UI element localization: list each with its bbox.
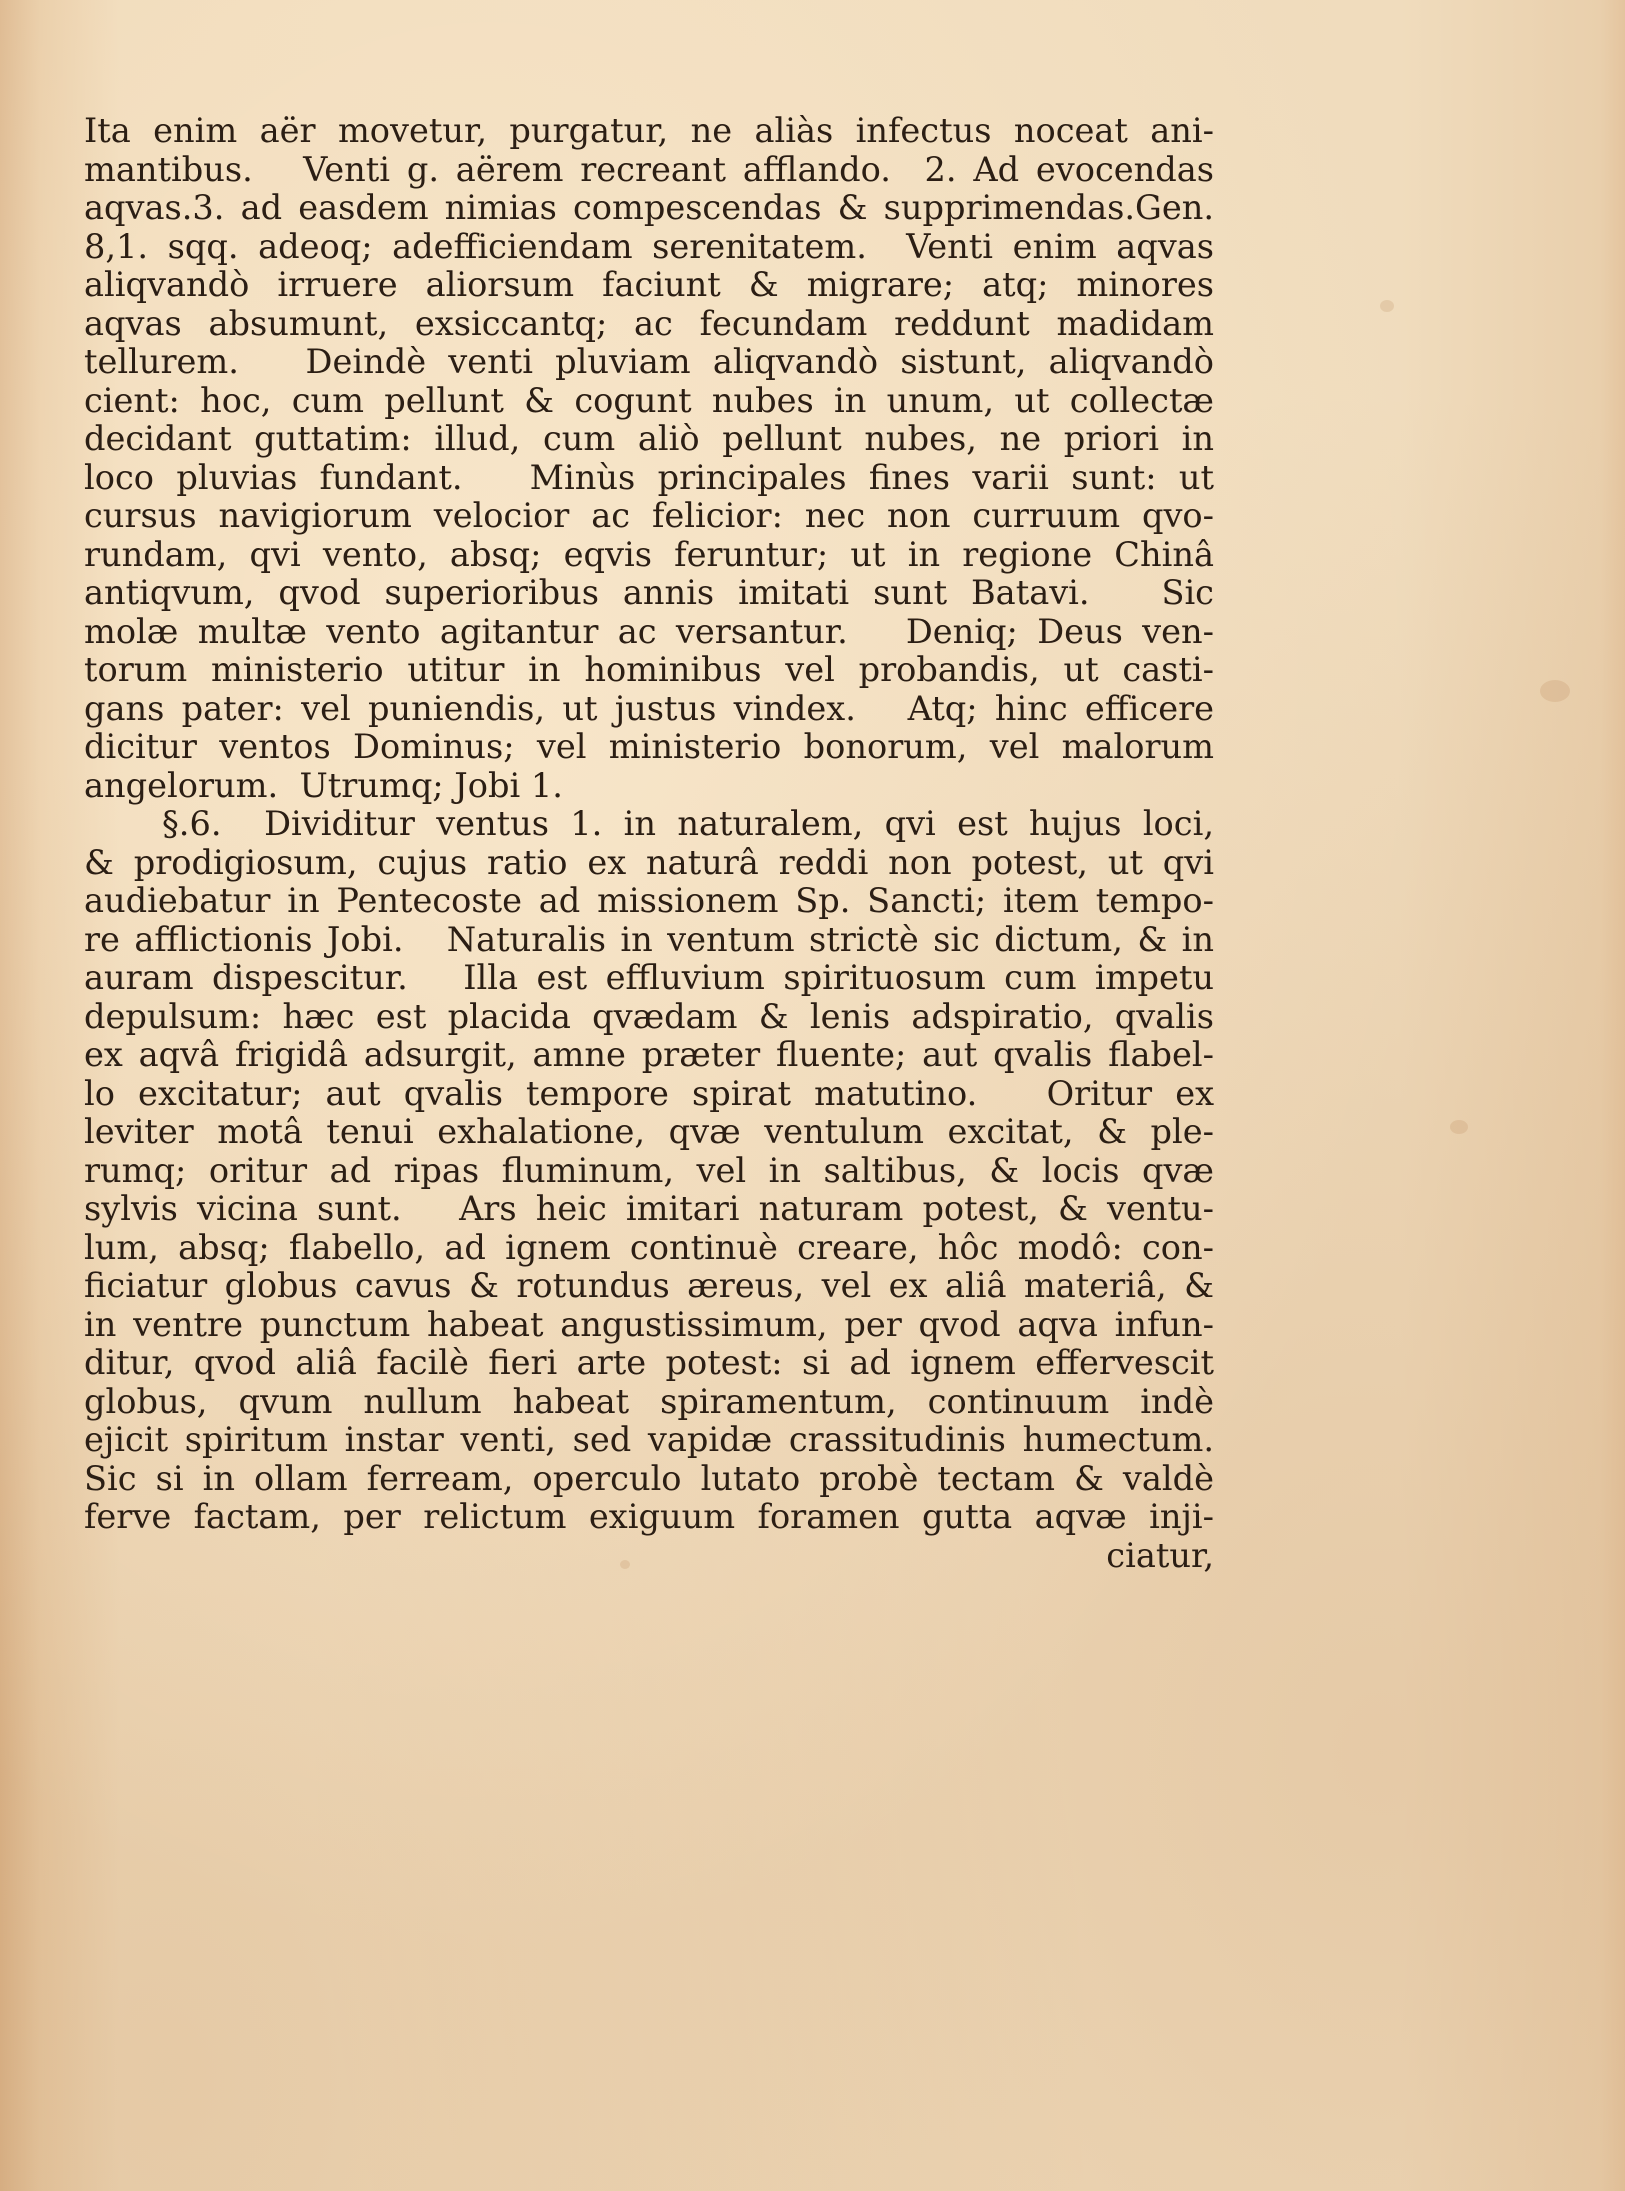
text-line: molæ multæ vento agitantur ac versantur. Deniq; Deus ven- (84, 611, 1214, 651)
paper-stain (1450, 1120, 1468, 1134)
body-text (84, 112, 1214, 1575)
text-line: angelorum. Utrumq; Jobi 1. (84, 765, 563, 805)
text-line: globus, qvum nullum habeat spiramentum, continuum indè (84, 1381, 1214, 1421)
text-line: Sic si in ollam ferream, operculo lutato probè tectam & valdè (84, 1458, 1214, 1498)
paper-stain (1380, 300, 1394, 312)
text-line: antiqvum, qvod superioribus annis imitati sunt Batavi. Sic (84, 573, 1214, 612)
text-line: cursus navigiorum velocior ac felicior: nec non curruum qvo- (84, 496, 1214, 535)
text-line: ferve factam, per relictum exiguum foramen gutta aqvæ inji- (84, 1497, 1214, 1536)
text-line: gans pater: vel puniendis, ut justus vindex. Atq; hinc efficere (84, 688, 1214, 728)
text-line: cient: hoc, cum pellunt & cogunt nubes in unum, ut collectæ (84, 380, 1214, 420)
text-line: Ita enim aër movetur, purgatur, ne aliàs infectus noceat ani- (84, 111, 1214, 150)
text-line: aqvas.3. ad easdem nimias compescendas & supprimendas.Gen. (84, 188, 1214, 227)
text-line: & prodigiosum, cujus ratio ex naturâ reddi non potest, ut qvi (84, 842, 1214, 882)
text-line: decidant guttatim: illud, cum aliò pellunt nubes, ne priori in (84, 419, 1214, 458)
paragraph-start-line: §.6. Dividitur ventus 1. in naturalem, qvi est hujus loci, (162, 804, 1214, 843)
text-line: dicitur ventos Dominus; vel ministerio bonorum, vel malorum (84, 727, 1214, 766)
text-line: ditur, qvod aliâ facilè fieri arte potest: si ad ignem effervescit (84, 1343, 1214, 1382)
text-line: aqvas absumunt, exsiccantq; ac fecundam reddunt madidam (84, 303, 1214, 343)
text-line: lum, absq; flabello, ad ignem continuè creare, hôc modô: con- (84, 1227, 1214, 1267)
text-line: ejicit spiritum instar venti, sed vapidæ crassitudinis humectum. (84, 1420, 1214, 1459)
text-line: lo excitatur; aut qvalis tempore spirat matutino. Oritur ex (84, 1073, 1214, 1113)
text-line: rundam, qvi vento, absq; eqvis feruntur; ut in regione Chinâ (84, 534, 1214, 574)
text-line: depulsum: hæc est placida qvædam & lenis adspiratio, qvalis (84, 996, 1214, 1036)
text-line: ficiatur globus cavus & rotundus æreus, vel ex aliâ materiâ, & (84, 1266, 1214, 1305)
text-line: aliqvandò irruere aliorsum faciunt & migrare; atq; minores (84, 265, 1214, 304)
text-line: auram dispescitur. Illa est effluvium spirituosum cum impetu (84, 958, 1214, 997)
text-line: ex aqvâ frigidâ adsurgit, amne præter fluente; aut qvalis flabel- (84, 1035, 1214, 1074)
text-line: re afflictionis Jobi. Naturalis in ventum strictè sic dictum, & in (84, 919, 1214, 959)
text-line: rumq; oritur ad ripas fluminum, vel in saltibus, & locis qvæ (84, 1150, 1214, 1190)
text-line: in ventre punctum habeat angustissimum, per qvod aqva infun- (84, 1304, 1214, 1344)
text-line: 8,1. sqq. adeoq; adefficiendam serenitatem. Venti enim aqvas (84, 226, 1214, 266)
text-line: sylvis vicina sunt. Ars heic imitari naturam potest, & ventu- (84, 1189, 1214, 1228)
text-line: leviter motâ tenui exhalatione, qvæ ventulum excitat, & ple- (84, 1112, 1214, 1151)
text-line: tellurem. Deindè venti pluviam aliqvandò sistunt, aliqvandò (84, 342, 1214, 381)
text-line: mantibus. Venti g. aërem recreant afflando. 2. Ad evocendas (84, 149, 1214, 189)
text-line: loco pluvias fundant. Minùs principales fines varii sunt: ut (84, 457, 1214, 497)
text-line: audiebatur in Pentecoste ad missionem Sp. Sancti; item tempo- (84, 881, 1214, 920)
text-line: torum ministerio utitur in hominibus vel probandis, ut casti- (84, 650, 1214, 689)
paper-stain (1540, 680, 1570, 702)
catchword: ciatur, (1106, 1535, 1214, 1575)
